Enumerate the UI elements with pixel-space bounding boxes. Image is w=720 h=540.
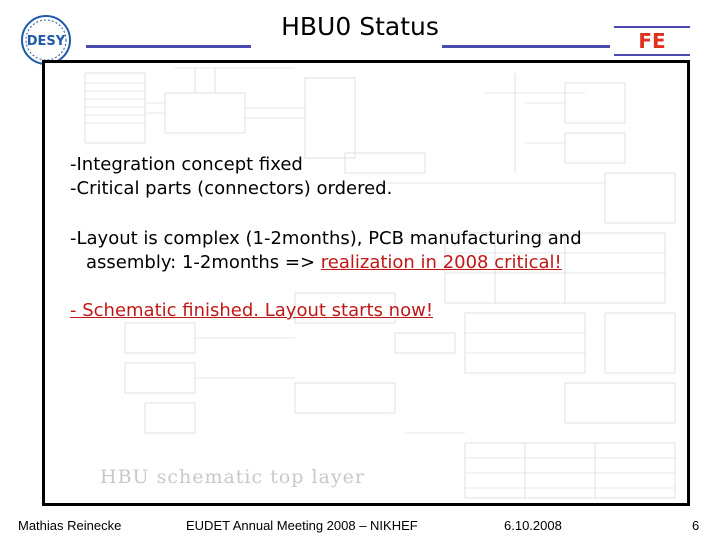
title-underline-left <box>86 45 251 48</box>
footer-page-number: 6 <box>692 518 700 533</box>
fe-rule-bottom <box>614 54 690 56</box>
bullet-critical-parts: -Critical parts (connectors) ordered. <box>70 178 393 199</box>
schematic-image-frame <box>42 60 690 506</box>
image-caption: HBU schematic top layer <box>100 466 365 488</box>
fe-rule-top <box>614 26 690 28</box>
schematic-image <box>45 63 687 503</box>
footer-date: 6.10.2008 <box>504 518 562 533</box>
footer-author: Mathias Reinecke <box>18 518 122 533</box>
fe-badge: FE <box>638 29 666 53</box>
logo-text: DESY <box>26 34 66 49</box>
bullet-layout-prefix: assembly: 1-2months => <box>86 252 321 273</box>
bullet-integration: -Integration concept fixed <box>70 154 303 175</box>
title-underline-right <box>442 45 610 48</box>
bullet-layout-continuation <box>86 252 562 273</box>
bullet-layout: -Layout is complex (1-2months), PCB manufacturing and <box>70 228 582 249</box>
bullet-schematic-status[interactable]: - Schematic finished. Layout starts now! <box>70 300 434 321</box>
footer-event: EUDET Annual Meeting 2008 – NIKHEF <box>186 518 418 533</box>
slide-title: HBU0 Status <box>281 12 439 41</box>
realization-critical-link[interactable]: realization in 2008 critical! <box>320 252 562 273</box>
